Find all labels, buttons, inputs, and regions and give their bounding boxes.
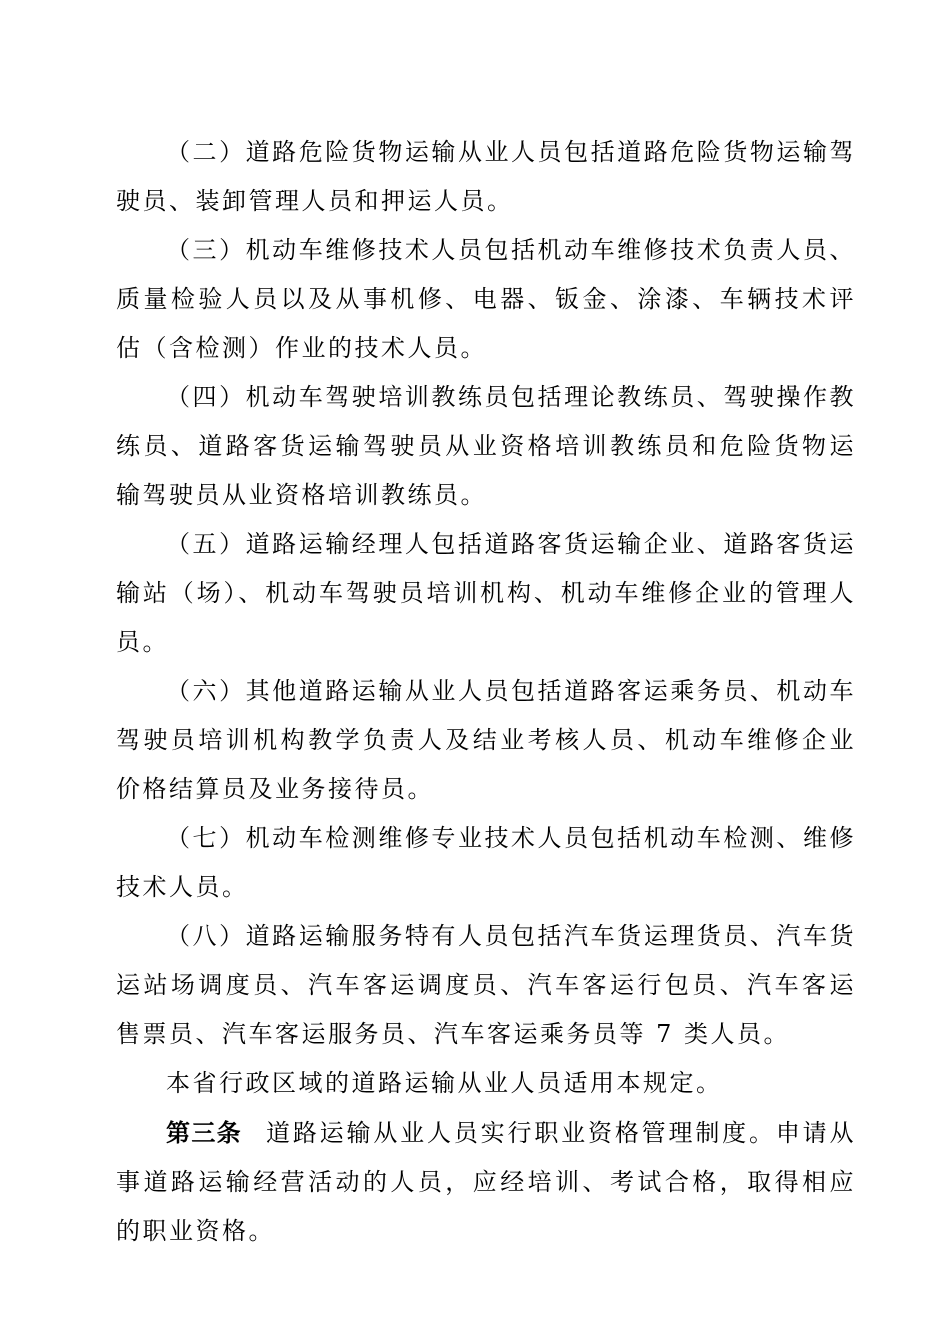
- paragraph-item-2: （二）道路危险货物运输从业人员包括道路危险货物运输驾驶员、装卸管理人员和押运人员。: [116, 138, 856, 215]
- paragraph-item-6: （六）其他道路运输从业人员包括道路客运乘务员、机动车驾驶员培训机构教学负责人及结业考核人员、机动车维修企业价格结算员及业务接待员。: [116, 677, 856, 803]
- paragraph-scope: 本省行政区域的道路运输从业人员适用本规定。: [166, 1069, 723, 1097]
- paragraph-item-5: （五）道路运输经理人包括道路客货运输企业、道路客货运输站（场）、机动车驾驶员培训机构、机动车维修企业的管理人员。: [116, 530, 856, 656]
- paragraph-item-7: （七）机动车检测维修专业技术人员包括机动车检测、维修技术人员。: [116, 824, 856, 901]
- article-label: 第三条: [166, 1118, 242, 1147]
- article-3-paragraph: [116, 1108, 856, 1256]
- paragraph-item-4: （四）机动车驾驶培训教练员包括理论教练员、驾驶操作教练员、道路客货运输驾驶员从业资格培训教练员和危险货物运输驾驶员从业资格培训教练员。: [116, 383, 856, 509]
- document-body: [116, 128, 856, 1256]
- paragraph-item-3: （三）机动车维修技术人员包括机动车维修技术负责人员、质量检验人员以及从事机修、电器、钣金、涂漆、车辆技术评估（含检测）作业的技术人员。: [116, 236, 856, 362]
- article-text: 道路运输从业人员实行职业资格管理制度。申请从事道路运输经营活动的人员，应经培训、考试合格，取得相应的职业资格。: [116, 1119, 856, 1245]
- paragraph-item-8: （八）道路运输服务特有人员包括汽车货运理货员、汽车货运站场调度员、汽车客运调度员、汽车客运行包员、汽车客运售票员、汽车客运服务员、汽车客运乘务员等 7 类人员。: [116, 922, 856, 1048]
